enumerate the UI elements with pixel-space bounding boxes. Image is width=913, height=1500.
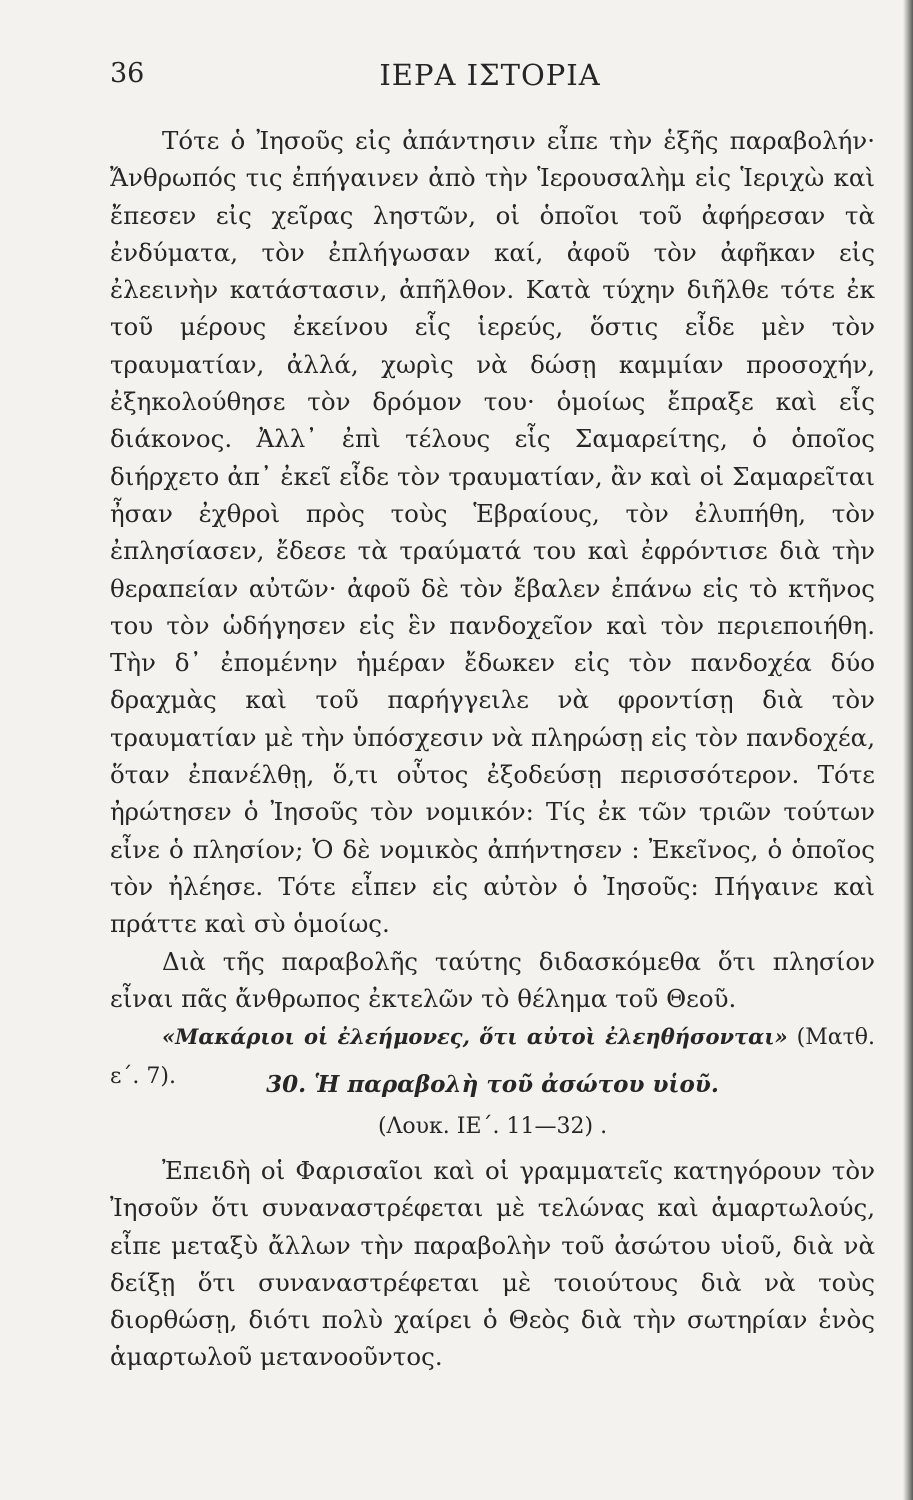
paragraph-prodigal-intro: Ἐπειδὴ οἱ Φαρισαῖοι καὶ οἱ γραμματεῖς κατηγόρουν τὸν Ἰησοῦν ὅτι συναναστρέφεται μὲ τελώνας καὶ ἁμαρτωλούς, εἶπε μεταξὺ ἄλλων τὴν παραβολὴν τοῦ ἀσώτου υἱοῦ, διὰ νὰ δείξῃ ὅτι συναναστρέφεται μὲ τοιούτους διὰ νὰ τοὺς διορθώσῃ, διότι πολὺ χαίρει ὁ Θεὸς διὰ τὴν σωτηρίαν ἑνὸς ἁμαρτωλοῦ μετανοοῦντος. (110, 1156, 875, 1372)
section-reference: (Λουκ. ΙΕ΄. 11—32) . (377, 1114, 608, 1139)
paragraph-parable: Τότε ὁ Ἰησοῦς εἰς ἀπάντησιν εἶπε τὴν ἑξῆς παραβολήν· Ἄνθρωπός τις ἐπήγαινεν ἀπὸ τὴν Ἱερουσαλὴμ εἰς Ἱεριχὼ καὶ ἔπεσεν εἰς χεῖρας ληστῶν, οἱ ὁποῖοι τοῦ ἀφήρεσαν τὰ ἐνδύματα, τὸν ἐπλήγωσαν καί, ἀφοῦ τὸν ἀφῆκαν εἰς ἐλεεινὴν κατάστασιν, ἀπῆλθον. Κατὰ τύχην διῆλθε τότε ἐκ τοῦ μέρους ἐκείνου εἷς ἱερεύς, ὅστις εἶδε μὲν τὸν τραυματίαν, ἀλλά, χωρὶς νὰ δώσῃ καμμίαν προσοχήν, ἐξηκολούθησε τὸν δρόμον του· ὁμοίως ἔπραξε καὶ εἷς διάκονος. Ἀλλ᾽ ἐπὶ τέλους εἷς Σαμαρείτης, ὁ ὁποῖος διήρχετο ἀπ᾽ ἐκεῖ εἶδε τὸν τραυματίαν, ἂν καὶ οἱ Σαμαρεῖται ἦσαν ἐχθροὶ πρὸς τοὺς Ἑβραίους, τὸν ἐλυπήθη, τὸν ἐπλησίασεν, ἔδεσε τὰ τραύματά του καὶ ἐφρόντισε διὰ τὴν θεραπείαν αὐτῶν· ἀφοῦ δὲ τὸν ἔβαλεν ἐπάνω εἰς τὸ κτῆνος του τὸν ὡδήγησεν εἰς ἓν πανδοχεῖον καὶ τὸν περιεποιήθη. Τὴν δ᾽ ἐπομένην ἡμέραν ἔδωκεν εἰς τὸν πανδοχέα δύο δραχμὰς καὶ τοῦ παρήγγειλε νὰ φροντίσῃ διὰ τὸν τραυματίαν μὲ τὴν ὑπόσχεσιν νὰ πληρώσῃ εἰς τὸν πανδοχέα, ὅταν ἐπανέλθῃ, ὅ,τι οὗτος ἐξοδεύσῃ περισσότερον. Τότε ἠρώτησεν ὁ Ἰησοῦς τὸν νομικόν: Τίς ἐκ τῶν τριῶν τούτων εἶνε ὁ πλησίον; Ὁ δὲ νομικὸς ἀπήντησεν : Ἐκεῖνος, ὁ ὁποῖος τὸν ἠλέησε. Τότε εἶπεν εἰς αὐτὸν ὁ Ἰησοῦς: Πήγαινε καὶ πράττε καὶ σὺ ὁμοίως. (110, 126, 875, 939)
quote-reference: (Ματθ. ε΄. 7). (110, 1025, 875, 1090)
paragraph-lesson: Διὰ τῆς παραβολῆς ταύτης διδασκόμεθα ὅτι πλησίον εἶναι πᾶς ἄνθρωπος ἐκτελῶν τὸ θέλημα τοῦ Θεοῦ. (110, 946, 875, 1013)
page-edge (903, 0, 913, 1500)
body-text (110, 122, 875, 1096)
quote-text: «Μακάριοι οἱ ἐλεήμονες, ὅτι αὐτοὶ ἐλεηθήσονται» (162, 1024, 788, 1050)
page-number: 36 (110, 58, 145, 89)
page-header (110, 58, 870, 98)
section-title: 30. Ἡ παραβολὴ τοῦ ἀσώτου υἱοῦ. (266, 1071, 719, 1098)
running-title: ΙΕΡΑ ΙΣΤΟΡΙΑ (379, 58, 601, 92)
section-body (110, 1152, 875, 1376)
